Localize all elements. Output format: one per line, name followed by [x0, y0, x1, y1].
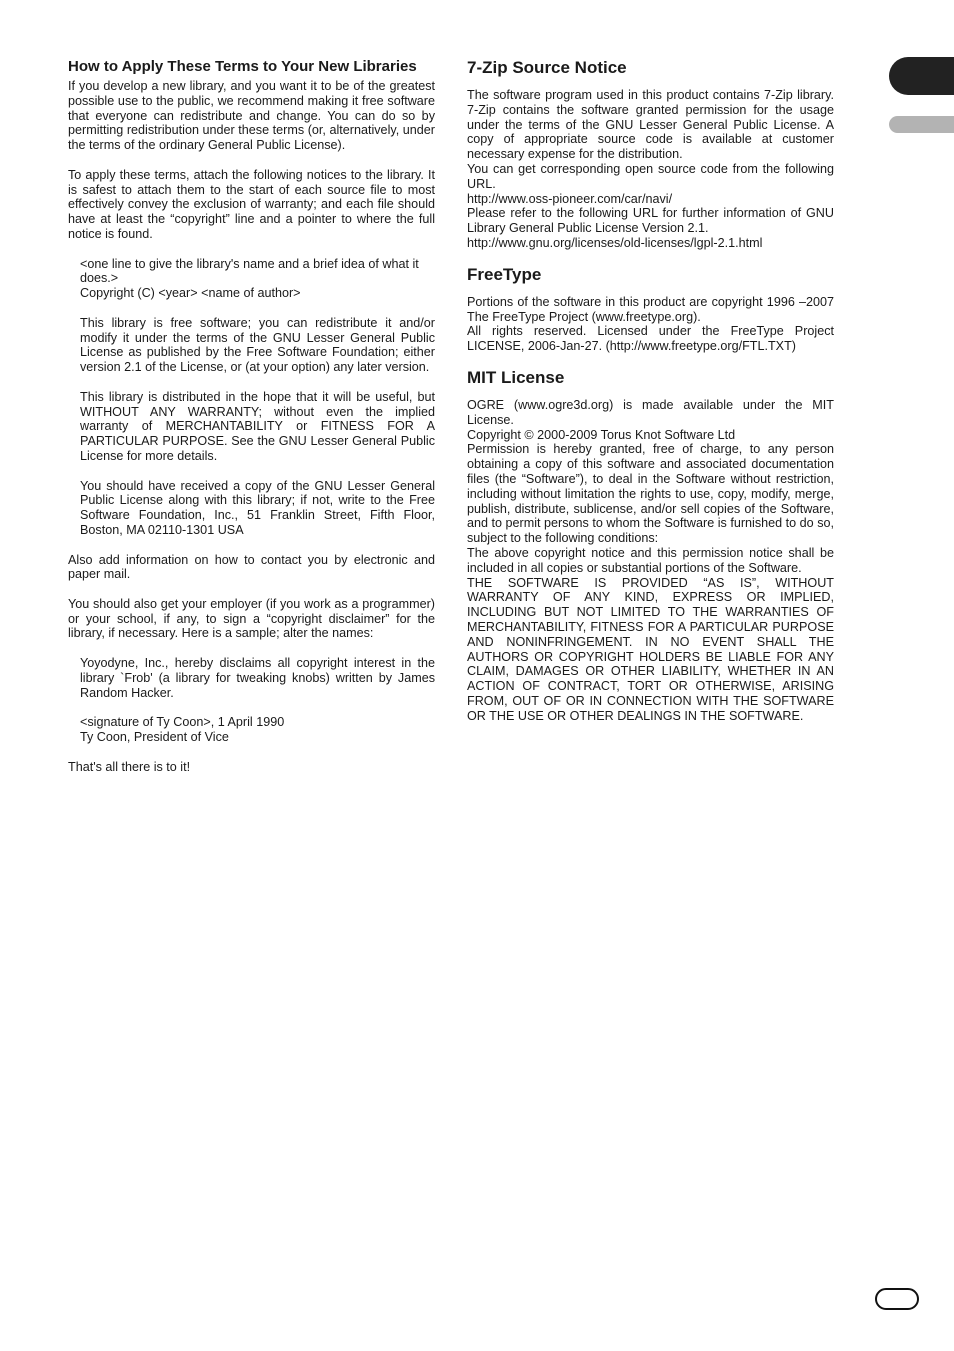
- page-number-oval: [875, 1288, 919, 1310]
- language-tab: [889, 116, 954, 133]
- section-heading-apply-terms: How to Apply These Terms to Your New Libraries: [68, 58, 417, 75]
- notice-block: [68, 257, 435, 301]
- paragraph: The above copyright notice and this permission notice shall be included in all copies or substantial portions of the Software.: [467, 545, 834, 575]
- section-7zip: [467, 58, 834, 251]
- notice-paragraph: This library is free software; you can redistribute it and/or modify it under the terms of the GNU Lesser General Public License as published by the Free Software Foundation; either version 2.1 of the License, or (at your option) any later version.: [80, 315, 435, 375]
- notice-line: Copyright (C) <year> <name of author>: [80, 286, 301, 301]
- paragraph: Portions of the software in this product are copyright 1996 –2007 The FreeType Project (www.freetype.org).: [467, 294, 834, 324]
- paragraph: Also add information on how to contact you by electronic and paper mail.: [68, 552, 435, 582]
- section-freetype: [467, 265, 834, 354]
- url-text: http://www.gnu.org/licenses/old-licenses/lgpl-2.1.html: [467, 235, 763, 250]
- signature-block: [68, 715, 435, 745]
- section-heading-mit: MIT License: [467, 367, 565, 387]
- signature-line: <signature of Ty Coon>, 1 April 1990: [80, 715, 285, 730]
- left-column: [68, 58, 435, 774]
- section-heading-7zip: 7-Zip Source Notice: [467, 58, 627, 77]
- paragraph: That's all there is to it!: [68, 759, 191, 774]
- paragraph: To apply these terms, attach the following notices to the library. It is safest to attach them to the start of each source file to most effectively convey the exclusion of warranty; and each file should have at least the “copyright” line and a pointer to where the full notice is found.: [68, 167, 435, 241]
- paragraph: Please refer to the following URL for further information of GNU Library General Public License Version 2.1.: [467, 206, 834, 236]
- right-column: [467, 58, 834, 723]
- paragraph: Copyright © 2000-2009 Torus Knot Software Ltd: [467, 427, 736, 442]
- paragraph: OGRE (www.ogre3d.org) is made available under the MIT License.: [467, 397, 834, 427]
- paragraph: Permission is hereby granted, free of charge, to any person obtaining a copy of this software and associated documentation files (the “Software”), to deal in the Software without restriction, including without limitation the rights to use, copy, modify, merge, publish, distribute, sublicense, and/or sell copies of the Software, and to permit persons to whom the Software is furnished to do so, subject to the following conditions:: [467, 442, 834, 546]
- paragraph: You should also get your employer (if you work as a programmer) or your school, if any, to sign a “copyright disclaimer” for the library, if necessary. Here is a sample; alter the names:: [68, 596, 435, 641]
- section-mit: [467, 368, 834, 724]
- url-text: http://www.oss-pioneer.com/car/navi/: [467, 191, 673, 206]
- paragraph: All rights reserved. Licensed under the FreeType Project LICENSE, 2006-Jan-27. (http://www.freetype.org/FTL.TXT): [467, 324, 834, 354]
- notice-line: <one line to give the library's name and a brief idea of what it does.>: [80, 256, 419, 286]
- paragraph: If you develop a new library, and you want it to be of the greatest possible use to the public, we recommend making it free software that everyone can redistribute and change. You can do so by permitting redistribution under these terms (or, alternatively, under the terms of the ordinary General Public License).: [68, 79, 435, 153]
- section-heading-freetype: FreeType: [467, 264, 542, 284]
- paragraph: The software program used in this product contains 7-Zip library. 7-Zip contains the software granted permission for the usage under the terms of the GNU Lesser General Public License. A copy of appropriate source code is available at customer necessary expense for the distribution.: [467, 88, 834, 162]
- paragraph: You can get corresponding open source code from the following URL.: [467, 161, 834, 191]
- chapter-tab: [889, 57, 954, 95]
- signature-line: Ty Coon, President of Vice: [80, 730, 229, 745]
- notice-paragraph: This library is distributed in the hope that it will be useful, but WITHOUT ANY WARRANTY; without even the implied warranty of MERCHANTABILITY or FITNESS FOR A PARTICULAR PURPOSE. See the GNU Lesser General Public License for more details.: [80, 389, 435, 463]
- paragraph: THE SOFTWARE IS PROVIDED “AS IS”, WITHOUT WARRANTY OF ANY KIND, EXPRESS OR IMPLIED, INCLUDING BUT NOT LIMITED TO THE WARRANTIES OF MERCHANTABILITY, FITNESS FOR A PARTICULAR PURPOSE AND NONINFRINGEMENT. IN NO EVENT SHALL THE AUTHORS OR COPYRIGHT HOLDERS BE LIABLE FOR ANY CLAIM, DAMAGES OR OTHER LIABILITY, WHETHER IN AN ACTION OF CONTRACT, TORT OR OTHERWISE, ARISING FROM, OUT OF OR IN CONNECTION WITH THE SOFTWARE OR THE USE OR OTHER DEALINGS IN THE SOFTWARE.: [467, 575, 834, 723]
- notice-paragraph: You should have received a copy of the GNU Lesser General Public License along with this library; if not, write to the Free Software Foundation, Inc., 51 Franklin Street, Fifth Floor, Boston, MA 02110-1301 USA: [80, 478, 435, 537]
- sample-paragraph: Yoyodyne, Inc., hereby disclaims all copyright interest in the library `Frob' (a library for tweaking knobs) written by James Random Hacker.: [80, 656, 435, 700]
